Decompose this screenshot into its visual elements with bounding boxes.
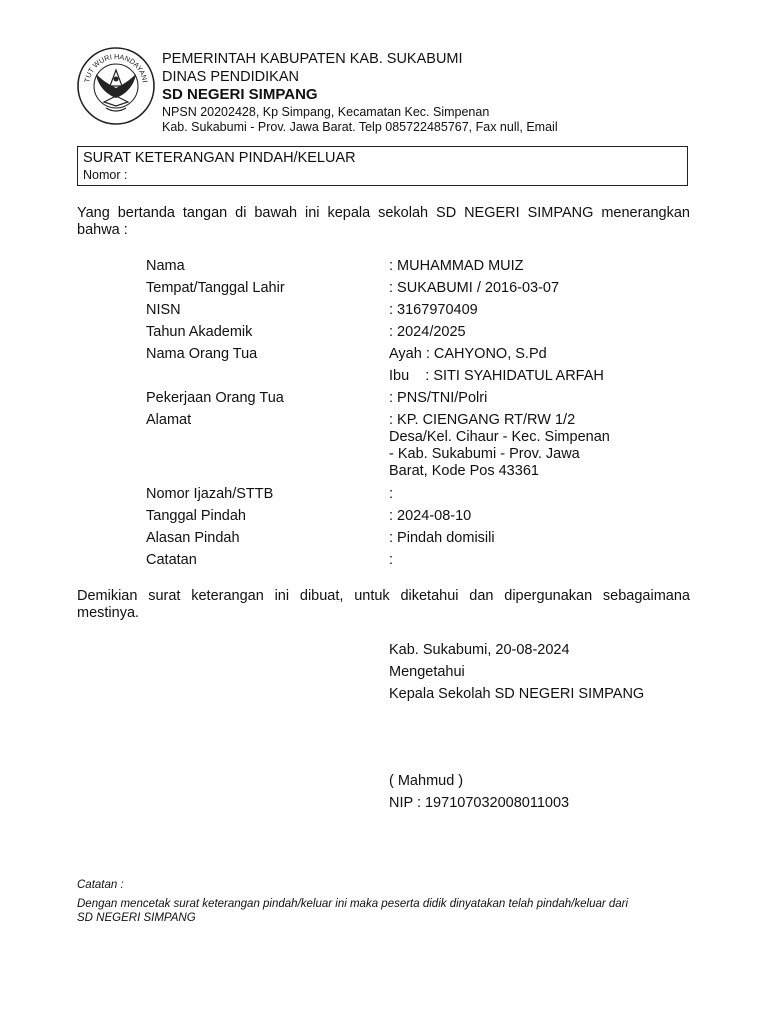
field-value-alamat-line1: : KP. CIENGANG RT/RW 1/2: [389, 412, 576, 428]
header-school-name: SD NEGERI SIMPANG: [162, 86, 318, 103]
header-government: PEMERINTAH KABUPATEN KAB. SUKABUMI: [162, 51, 463, 67]
field-label-alamat: Alamat: [146, 412, 192, 428]
field-value-ibu: Ibu : SITI SYAHIDATUL ARFAH: [389, 368, 604, 384]
signature-mengetahui: Mengetahui: [389, 664, 465, 680]
intro-paragraph: Yang bertanda tangan di bawah ini kepala sekolah SD NEGERI SIMPANG menerangkan bahwa :: [77, 205, 690, 238]
signature-name: ( Mahmud ): [389, 773, 464, 789]
closing-paragraph: Demikian surat keterangan ini dibuat, untuk diketahui dan dipergunakan sebagaimana mestinya.: [77, 588, 690, 621]
header-department: DINAS PENDIDIKAN: [162, 69, 299, 85]
field-value-tanggal-pindah: : 2024-08-10: [389, 508, 472, 524]
field-value-nama: : MUHAMMAD MUIZ: [389, 258, 524, 274]
field-label-alasan: Alasan Pindah: [146, 530, 240, 546]
field-value-ttl: : SUKABUMI / 2016-03-07: [389, 280, 560, 296]
note-line1: Dengan mencetak surat keterangan pindah/keluar ini maka peserta didik dinyatakan telah pindah/keluar dari: [77, 898, 629, 910]
field-label-catatan: Catatan: [146, 552, 197, 568]
field-value-nisn: : 3167970409: [389, 302, 478, 318]
document-number: Nomor :: [83, 168, 128, 182]
note-label: Catatan :: [77, 879, 124, 891]
signature-place-date: Kab. Sukabumi, 20-08-2024: [389, 642, 570, 658]
field-value-alamat-line2: Desa/Kel. Cihaur - Kec. Simpenan: [389, 429, 610, 445]
field-value-ijazah: :: [389, 486, 394, 502]
field-value-alamat-line3: - Kab. Sukabumi - Prov. Jawa: [389, 446, 580, 462]
field-value-alamat-line4: Barat, Kode Pos 43361: [389, 463, 539, 479]
field-value-tahun: : 2024/2025: [389, 324, 466, 340]
field-value-pekerjaan: : PNS/TNI/Polri: [389, 390, 488, 406]
field-label-pekerjaan: Pekerjaan Orang Tua: [146, 390, 284, 406]
header-address: NPSN 20202428, Kp Simpang, Kecamatan Kec. Simpenan: [162, 105, 490, 119]
field-value-catatan: :: [389, 552, 394, 568]
field-label-nisn: NISN: [146, 302, 181, 318]
signature-nip: NIP : 197107032008011003: [389, 795, 570, 811]
document-title: SURAT KETERANGAN PINDAH/KELUAR: [83, 150, 356, 166]
note-line2: SD NEGERI SIMPANG: [77, 912, 196, 924]
header-contact: Kab. Sukabumi - Prov. Jawa Barat. Telp 085722485767, Fax null, Email: [162, 120, 558, 134]
tut-wuri-handayani-logo: [76, 46, 156, 126]
field-label-nama: Nama: [146, 258, 185, 274]
field-label-ortu: Nama Orang Tua: [146, 346, 258, 362]
field-label-tanggal-pindah: Tanggal Pindah: [146, 508, 246, 524]
field-label-ijazah: Nomor Ijazah/STTB: [146, 486, 274, 502]
logo-motto: TUT WURI HANDAYANI: [82, 51, 150, 84]
field-value-ayah: Ayah : CAHYONO, S.Pd: [389, 346, 547, 362]
field-label-ttl: Tempat/Tanggal Lahir: [146, 280, 285, 296]
signature-position: Kepala Sekolah SD NEGERI SIMPANG: [389, 686, 645, 702]
field-value-alasan: : Pindah domisili: [389, 530, 495, 546]
field-label-tahun: Tahun Akademik: [146, 324, 253, 340]
